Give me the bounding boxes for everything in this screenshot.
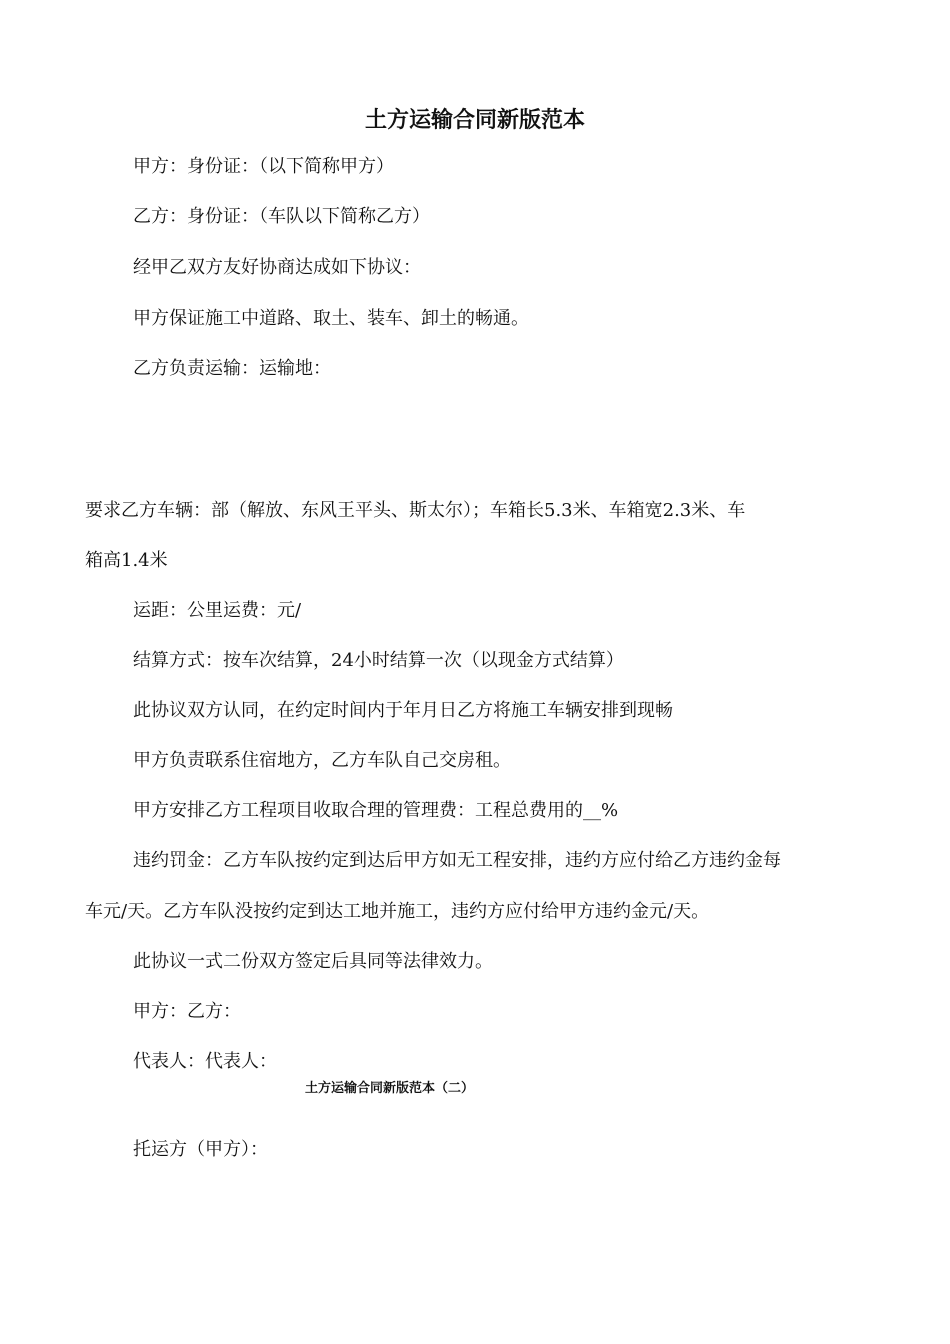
penalty-clause-line-1: 违约罚金：乙方车队按约定到达后甲方如无工程安排，违约方应付给乙方违约金每 <box>133 850 781 871</box>
settlement-clause: 结算方式：按车次结算，24小时结算一次（以现金方式结算） <box>133 650 624 671</box>
penalty-clause-line-2: 车元/天。乙方车队没按约定到达工地并施工，违约方应付给甲方违约金元/天。 <box>85 901 710 922</box>
party-b-line: 乙方：身份证：（车队以下简称乙方） <box>133 206 430 227</box>
transport-location-clause: 乙方负责运输：运输地： <box>133 358 331 379</box>
management-fee-clause: 甲方安排乙方工程项目收取合理的管理费：工程总费用的__% <box>133 800 619 821</box>
signature-representatives: 代表人：代表人： <box>133 1051 277 1072</box>
agreement-intro: 经甲乙双方友好协商达成如下协议： <box>133 257 421 278</box>
document-title: 土方运输合同新版范本 <box>364 108 585 133</box>
party-a-line: 甲方：身份证：（以下简称甲方） <box>133 156 394 177</box>
schedule-clause: 此协议双方认同，在约定时间内于年月日乙方将施工车辆安排到现畅 <box>133 700 673 721</box>
vehicle-requirement-line-2: 箱高1.4米 <box>85 550 168 571</box>
signature-parties: 甲方：乙方： <box>133 1001 241 1022</box>
distance-fee-clause: 运距：公里运费：元/ <box>133 600 302 621</box>
consignor-line: 托运方（甲方）： <box>133 1139 268 1160</box>
road-guarantee-clause: 甲方保证施工中道路、取土、装车、卸土的畅通。 <box>133 308 529 329</box>
vehicle-requirement-line-1: 要求乙方车辆：部（解放、东风王平头、斯太尔）；车箱长5.3米、车箱宽2.3米、车 <box>85 500 746 521</box>
document-subtitle: 土方运输合同新版范本（二） <box>305 1081 475 1096</box>
validity-clause: 此协议一式二份双方签定后具同等法律效力。 <box>133 951 493 972</box>
accommodation-clause: 甲方负责联系住宿地方，乙方车队自己交房租。 <box>133 750 511 771</box>
